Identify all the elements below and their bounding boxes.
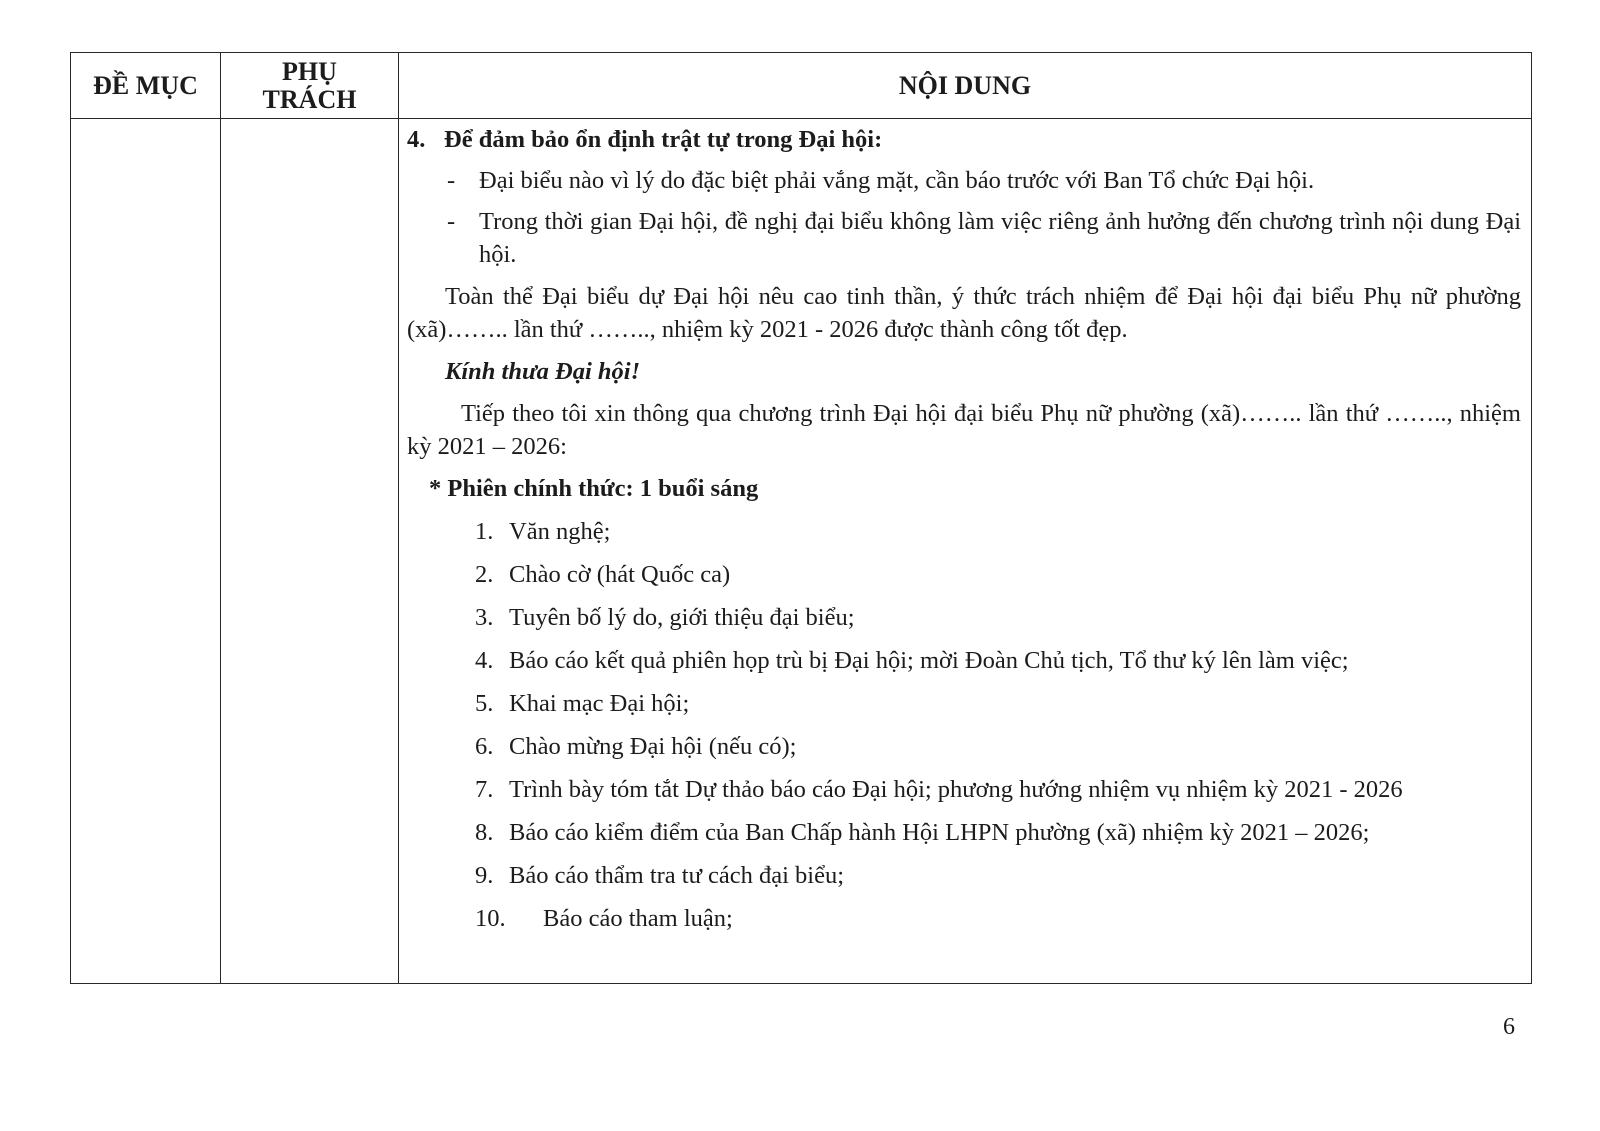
agenda-item-number: 2. xyxy=(475,561,494,588)
greeting: Kính thưa Đại hội! xyxy=(445,358,641,385)
agenda-item-number: 3. xyxy=(475,604,494,631)
agenda-item xyxy=(407,515,1521,548)
paragraph: Toàn thể Đại biểu dự Đại hội nêu cao tinh thần, ý thức trách nhiệm để Đại hội đại biểu Phụ nữ phường (xã)…….. lần thứ …….., nhiệm kỳ 2021 - 2026 được thành công tốt đẹp. xyxy=(407,283,1521,343)
agenda-item-number: 10. xyxy=(475,905,506,932)
agenda-table xyxy=(70,52,1532,984)
paragraph: Tiếp theo tôi xin thông qua chương trình Đại hội đại biểu Phụ nữ phường (xã)…….. lần thứ …….., nhiệm kỳ 2021 – 2026: xyxy=(407,400,1521,460)
session-heading: * Phiên chính thức: 1 buổi sáng xyxy=(429,475,759,502)
agenda-item-text: Báo cáo kiểm điểm của Ban Chấp hành Hội LHPN phường (xã) nhiệm kỳ 2021 – 2026; xyxy=(509,819,1370,846)
section-heading xyxy=(407,123,1521,156)
agenda-item-text: Báo cáo kết quả phiên họp trù bị Đại hội; mời Đoàn Chủ tịch, Tổ thư ký lên làm việc; xyxy=(509,647,1349,674)
agenda-item-number: 8. xyxy=(475,819,494,846)
agenda-item-text: Tuyên bố lý do, giới thiệu đại biểu; xyxy=(509,604,855,631)
agenda-item-number: 5. xyxy=(475,690,494,717)
agenda-item xyxy=(407,773,1521,806)
agenda-item-number: 6. xyxy=(475,733,494,760)
header-de-muc: ĐỀ MỤC xyxy=(71,53,221,119)
dash-marker: - xyxy=(447,167,456,194)
cell-phu-trach xyxy=(221,119,399,984)
table-header-row xyxy=(71,53,1532,119)
header-phu-trach xyxy=(221,53,399,119)
agenda-list xyxy=(407,515,1521,935)
agenda-item xyxy=(407,601,1521,634)
agenda-item-text: Báo cáo tham luận; xyxy=(543,905,733,932)
header-phu-trach-line1: PHỤ xyxy=(282,57,337,87)
section-title: Để đảm bảo ổn định trật tự trong Đại hội: xyxy=(444,126,883,153)
agenda-item-number: 1. xyxy=(475,518,494,545)
agenda-item xyxy=(407,902,1521,935)
list-item xyxy=(407,164,1521,197)
agenda-item-text: Chào cờ (hát Quốc ca) xyxy=(509,561,731,588)
agenda-item-text: Khai mạc Đại hội; xyxy=(509,690,690,717)
agenda-item-text: Chào mừng Đại hội (nếu có); xyxy=(509,733,797,760)
agenda-item xyxy=(407,816,1521,849)
agenda-item xyxy=(407,730,1521,763)
agenda-item-number: 7. xyxy=(475,776,494,803)
agenda-item xyxy=(407,687,1521,720)
content-body xyxy=(399,119,1531,935)
agenda-item-number: 9. xyxy=(475,862,494,889)
cell-de-muc xyxy=(71,119,221,984)
header-noi-dung: NỘI DUNG xyxy=(399,53,1532,119)
header-phu-trach-line2: TRÁCH xyxy=(262,84,357,114)
agenda-item xyxy=(407,644,1521,677)
list-item xyxy=(407,205,1521,271)
page-number: 6 xyxy=(1503,1014,1515,1040)
agenda-item-text: Báo cáo thẩm tra tư cách đại biểu; xyxy=(509,862,845,889)
agenda-item-text: Trình bày tóm tắt Dự thảo báo cáo Đại hội; phương hướng nhiệm vụ nhiệm kỳ 2021 - 2026 xyxy=(509,776,1403,803)
agenda-item-text: Văn nghệ; xyxy=(509,518,611,545)
list-item-text: Trong thời gian Đại hội, đề nghị đại biểu không làm việc riêng ảnh hưởng đến chương trình nội dung Đại hội. xyxy=(479,208,1521,268)
cell-noi-dung xyxy=(399,119,1532,984)
agenda-item xyxy=(407,859,1521,892)
list-item-text: Đại biểu nào vì lý do đặc biệt phải vắng mặt, cần báo trước với Ban Tổ chức Đại hội. xyxy=(479,167,1315,194)
table-row xyxy=(71,119,1532,984)
agenda-item-number: 4. xyxy=(475,647,494,674)
dash-marker: - xyxy=(447,208,456,235)
section-number: 4. xyxy=(407,126,426,153)
agenda-item xyxy=(407,558,1521,591)
